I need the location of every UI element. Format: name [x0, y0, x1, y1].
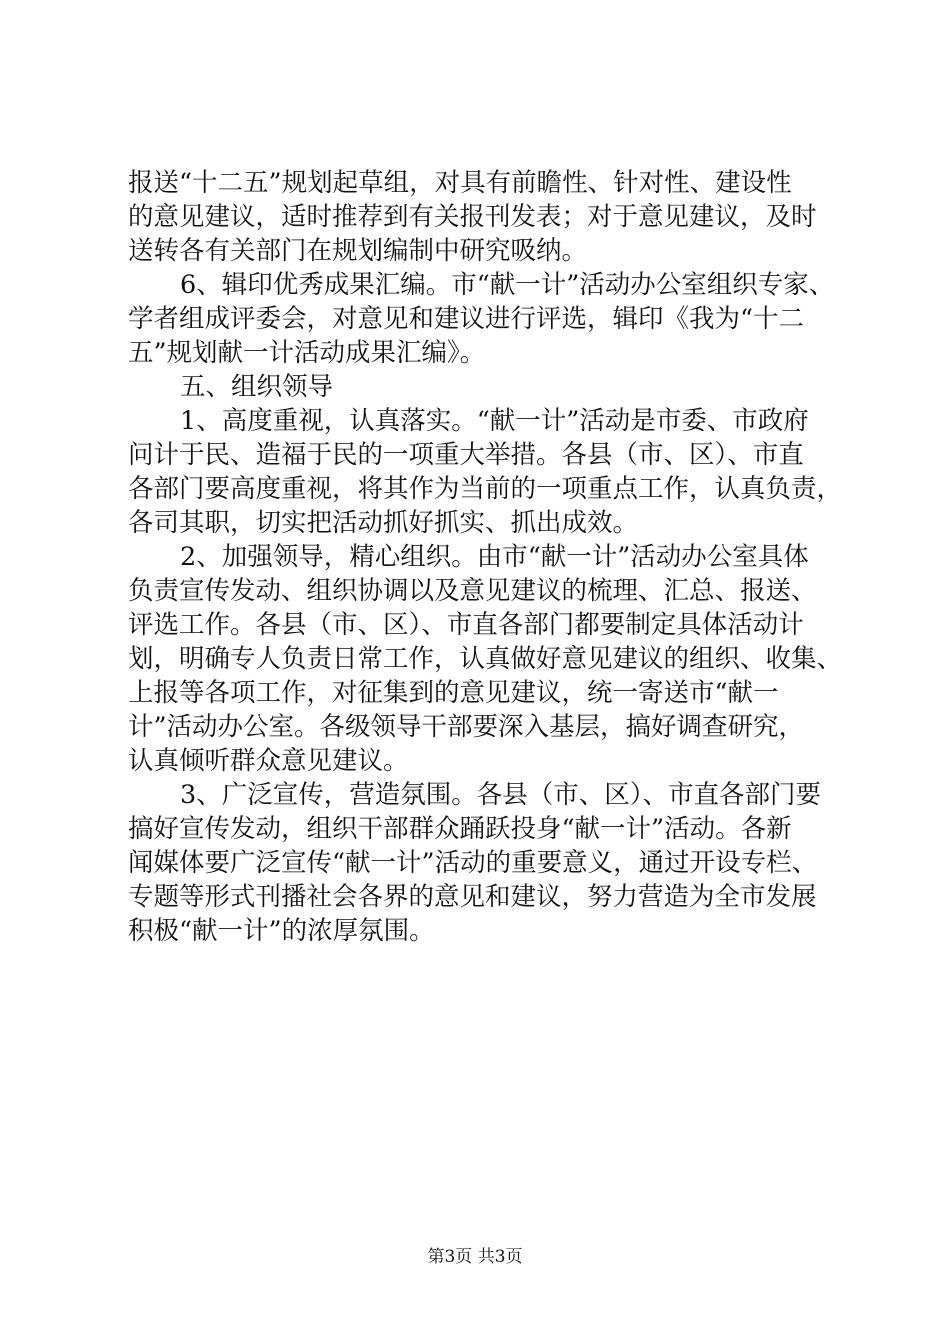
- text-line: 的意见建议，适时推荐到有关报刊发表；对于意见建议，及时: [128, 202, 817, 232]
- text-line: 闻媒体要广泛宣传“献一计”活动的重要意义，通过开设专栏、: [128, 848, 818, 878]
- paragraph-1-heading-line: 1、高度重视，认真落实。“献一计”活动是市委、市政府: [180, 406, 809, 436]
- text-line: 各部门要高度重视，将其作为当前的一项重点工作，认真负责，: [128, 474, 843, 504]
- paragraph-2-heading-line: 2、加强领导，精心组织。由市“献一计”活动办公室具体: [180, 542, 809, 572]
- text-line: 计”活动办公室。各级领导干部要深入基层，搞好调查研究，: [128, 712, 805, 742]
- text-line: 评选工作。各县（市、区）、市直各部门都要制定具体活动计: [128, 610, 804, 640]
- text-line: 报送“十二五”规划起草组，对具有前瞻性、针对性、建设性: [128, 168, 792, 198]
- text-line: 送转各有关部门在规划编制中研究吸纳。: [128, 236, 588, 266]
- text-line: 学者组成评委会，对意见和建议进行评选，辑印《我为“十二: [128, 304, 805, 334]
- text-line: 专题等形式刊播社会各界的意见和建议，努力营造为全市发展: [128, 882, 817, 912]
- text-line: 问计于民、造福于民的一项重大举措。各县（市、区）、市直: [128, 440, 804, 470]
- paragraph-6-heading-line: 6、辑印优秀成果汇编。市“献一计”活动办公室组织专家、: [180, 270, 835, 300]
- text-line: 各司其职，切实把活动抓好抓实、抓出成效。: [128, 508, 639, 538]
- section-heading: 五、组织领导: [180, 372, 334, 402]
- page-footer: [0, 1245, 950, 1269]
- text-line: 上报等各项工作，对征集到的意见建议，统一寄送市“献一: [128, 678, 779, 708]
- paragraph-3-heading-line: 3、广泛宣传，营造氛围。各县（市、区）、市直各部门要: [180, 780, 821, 810]
- text-line: 五”规划献一计活动成果汇编》。: [128, 338, 486, 368]
- text-line: 负责宣传发动、组织协调以及意见建议的梳理、汇总、报送、: [128, 576, 817, 606]
- text-line: 划，明确专人负责日常工作，认真做好意见建议的组织、收集、: [128, 644, 843, 674]
- text-line: 搞好宣传发动，组织干部群众踊跃投身“献一计”活动。各新: [128, 814, 792, 844]
- document-body: [128, 166, 843, 948]
- text-line: 认真倾听群众意见建议。: [128, 746, 409, 776]
- page-number-label: 第3页 共3页: [427, 1247, 523, 1267]
- text-line: 积极“献一计”的浓厚氛围。: [128, 916, 435, 946]
